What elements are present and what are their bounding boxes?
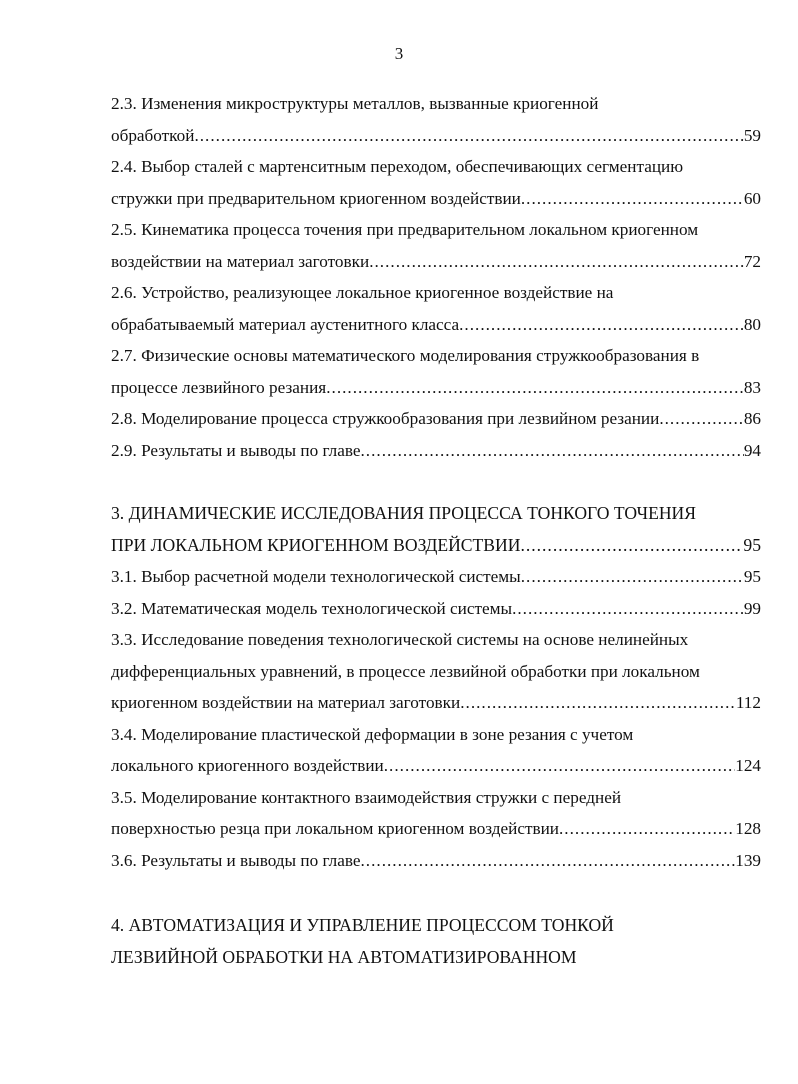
toc-page-number: 99 (743, 598, 761, 618)
toc-page-number: 95 (743, 534, 761, 555)
toc-line-text: 2.7. Физические основы математического моделирования стружкообразования в (111, 346, 700, 365)
toc-line (111, 593, 761, 625)
toc-page-number: 80 (743, 314, 761, 334)
toc-line (111, 403, 761, 435)
dot-leader (521, 561, 744, 593)
toc-line (111, 498, 761, 530)
toc-line (111, 151, 761, 183)
toc-line-text: локального криогенного воздействии (111, 756, 384, 775)
toc-line-text: обработкой (111, 125, 195, 145)
toc-line-text: стружки при предварительном криогенном воздействии (111, 188, 521, 208)
toc-line-text: 2.3. Изменения микроструктуры металлов, вызванные криогенной (111, 94, 599, 113)
toc-line (111, 750, 761, 782)
toc-line (111, 561, 761, 593)
dot-leader (512, 593, 744, 625)
toc-line-text: 2.6. Устройство, реализующее локальное криогенное воздействие на (111, 283, 614, 302)
toc-line (111, 88, 761, 120)
toc-page-number: 83 (743, 377, 761, 397)
toc-page-number: 86 (743, 409, 761, 428)
toc-line (111, 214, 761, 246)
dot-leader (361, 435, 744, 467)
toc-line (111, 246, 761, 278)
dot-leader (520, 530, 743, 562)
toc-line-text: поверхностью резца при локальном криогенном воздействии (111, 819, 559, 838)
toc-line-text: 3.6. Результаты и выводы по главе (111, 850, 361, 870)
toc-page-number: 139 (735, 850, 761, 870)
toc-line-text: ЛЕЗВИЙНОЙ ОБРАБОТКИ НА АВТОМАТИЗИРОВАННОМ (111, 946, 577, 967)
toc-line (111, 656, 761, 688)
table-of-contents (111, 88, 761, 973)
toc-line (111, 782, 761, 814)
dot-leader (659, 403, 744, 435)
toc-line-text: 3. ДИНАМИЧЕСКИЕ ИССЛЕДОВАНИЯ ПРОЦЕССА ТОНКОГО ТОЧЕНИЯ (111, 503, 696, 523)
toc-line (111, 687, 761, 719)
toc-line-text: 2.4. Выбор сталей с мартенситным переходом, обеспечивающих сегментацию (111, 157, 684, 176)
toc-line-text: 3.1. Выбор расчетной модели технологической системы (111, 567, 521, 586)
toc-line-text: 3.4. Моделирование пластической деформации в зоне резания с учетом (111, 724, 634, 744)
toc-line-text: 4. АВТОМАТИЗАЦИЯ И УПРАВЛЕНИЕ ПРОЦЕССОМ ТОНКОЙ (111, 915, 614, 935)
toc-line-text: 3.2. Математическая модель технологической системы (111, 598, 513, 618)
toc-line (111, 435, 761, 467)
dot-leader (459, 309, 744, 341)
toc-line (111, 530, 761, 562)
toc-line-text: 2.5. Кинематика процесса точения при предварительном локальном криогенном (111, 220, 699, 239)
toc-line (111, 719, 761, 751)
toc-line-text: ПРИ ЛОКАЛЬНОМ КРИОГЕННОМ ВОЗДЕЙСТВИИ (111, 534, 521, 555)
toc-line (111, 309, 761, 341)
toc-line-text: 2.9. Результаты и выводы по главе (111, 440, 361, 460)
toc-line-text: дифференциальных уравнений, в процессе лезвийной обработки при локальном (111, 661, 700, 681)
toc-page-number: 95 (743, 567, 761, 586)
toc-page-number: 128 (735, 819, 761, 838)
dot-leader (369, 246, 744, 278)
toc-line (111, 277, 761, 309)
toc-page-number: 112 (735, 693, 761, 712)
toc-line (111, 845, 761, 877)
toc-line (111, 942, 761, 974)
toc-page-number: 72 (743, 251, 761, 271)
toc-page-number: 124 (735, 756, 761, 775)
toc-line-text: обрабатываемый материал аустенитного класса (111, 314, 460, 334)
toc-page-number: 59 (743, 125, 761, 145)
toc-page-number: 94 (743, 440, 761, 460)
dot-leader (460, 687, 736, 719)
toc-line (111, 120, 761, 152)
dot-leader (559, 813, 735, 845)
toc-line (111, 910, 761, 942)
toc-line (111, 813, 761, 845)
toc-line-text: 3.3. Исследование поведения технологической системы на основе нелинейных (111, 630, 689, 649)
toc-page-number: 60 (743, 188, 761, 208)
toc-line (111, 372, 761, 404)
toc-line (111, 624, 761, 656)
dot-leader (194, 120, 743, 152)
page-number: 3 (394, 44, 404, 63)
toc-line-text: криогенном воздействии на материал заготовки (111, 693, 461, 712)
toc-line-text: 3.5. Моделирование контактного взаимодействия стружки с передней (111, 787, 622, 807)
toc-line-text: 2.8. Моделирование процесса стружкообразования при лезвийном резании (111, 409, 660, 428)
dot-leader (326, 372, 744, 404)
toc-line-text: процессе лезвийного резания (111, 377, 327, 397)
dot-leader (361, 845, 736, 877)
dot-leader (521, 183, 744, 215)
toc-line-text: воздействии на материал заготовки (111, 251, 370, 271)
toc-line (111, 340, 761, 372)
toc-line (111, 183, 761, 215)
dot-leader (384, 750, 735, 782)
